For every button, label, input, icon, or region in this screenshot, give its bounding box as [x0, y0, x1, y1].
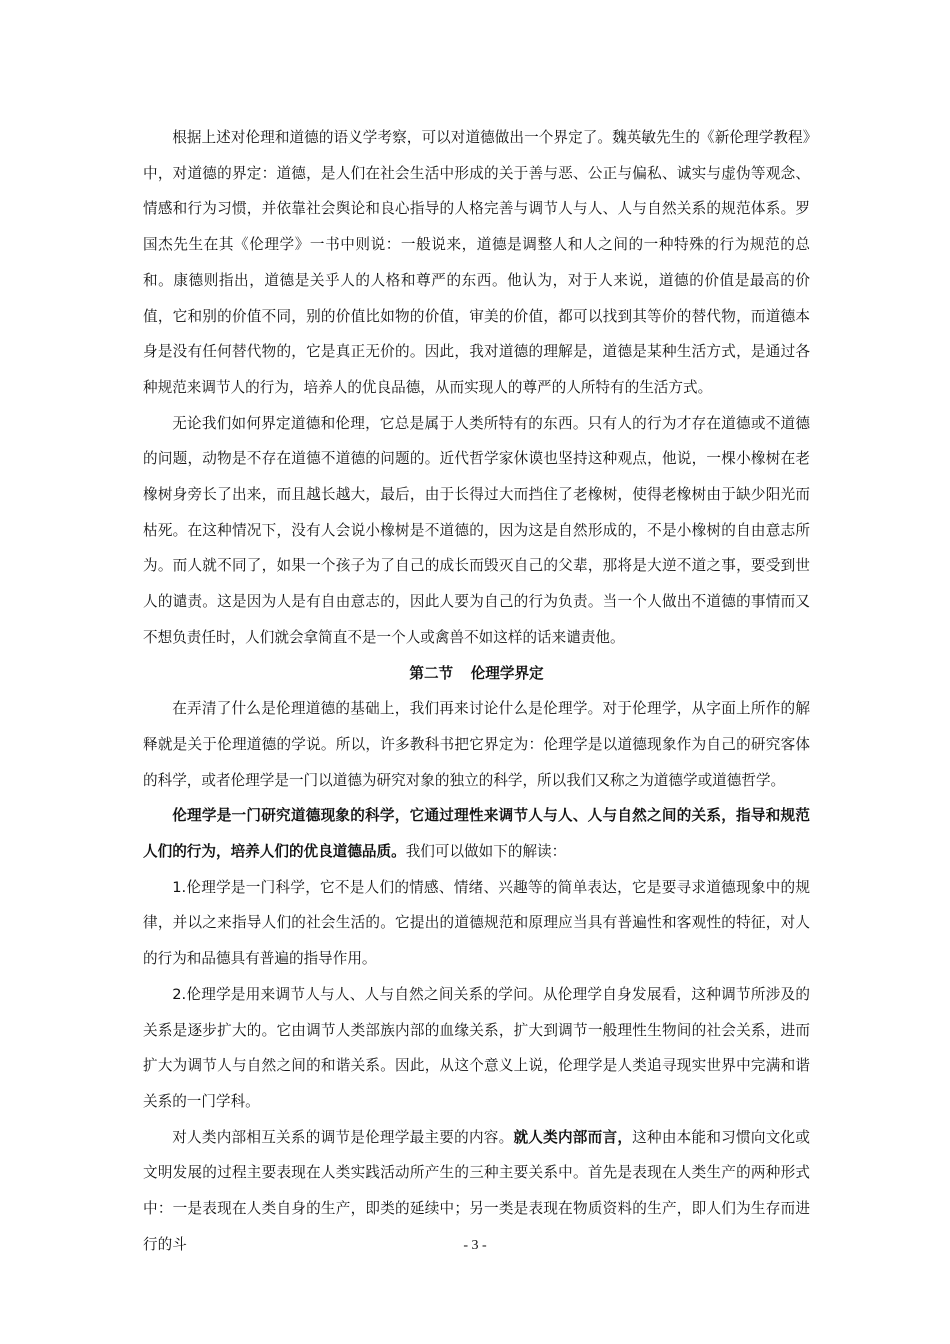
paragraph-human-specific: 无论我们如何界定道德和伦理，它总是属于人类所特有的东西。只有人的行为才存在道德或不道德的问题，动物是不存在道德不道德的问题的。近代哲学家休谟也坚持这种观点，他说，一棵小橡树在老橡树身旁长了出来，而且越长越大，最后，由于长得过大而挡住了老橡树，使得老橡树由于缺少阳光而枯死。在这种情况下，没有人会说小橡树是不道德的，因为这是自然形成的，不是小橡树的自由意志所为。而人就不同了，如果一个孩子为了自己的成长而毁灭自己的父辈，那将是大逆不道之事，要受到世人的谴责。这是因为人是有自由意志的，因此人要为自己的行为负责。当一个人做出不道德的事情而又不想负责任时，人们就会拿简直不是一个人或禽兽不如这样的话来谴责他。	[143, 414, 810, 646]
page-number: - 3 -	[463, 1238, 487, 1253]
section-number: 第二节	[409, 664, 454, 682]
paragraph-ethics-definition	[143, 798, 810, 869]
relations-text-b: 这种由本能和习惯向文化或文明发展的过程主要表现在人类实践活动所产生的三种主要关系中。首先是表现在人类生产的两种形式中：一是表现在人类自身的生产，即类的延续中；另一类是表现在物质资料的生产，即人们为生存而进行的斗	[143, 1128, 810, 1253]
document-body	[143, 120, 810, 1263]
paragraph-ethics-intro: 在弄清了什么是伦理道德的基础上，我们再来讨论什么是伦理学。对于伦理学，从字面上所作的解释就是关于伦理道德的学说。所以，许多教科书把它界定为：伦理学是以道德现象作为自己的研究客体的科学，或者伦理学是一门以道德为研究对象的独立的科学，所以我们又称之为道德学或道德哲学。	[143, 700, 810, 789]
relations-text-a: 对人类内部相互关系的调节是伦理学最主要的内容。	[172, 1128, 514, 1146]
definition-bold-text: 伦理学是一门研究道德现象的科学，它通过理性来调节人与人、人与自然之间的关系，指导和规范人们的行为，培养人们的优良道德品质。	[143, 807, 810, 861]
paragraph-morality-definition: 根据上述对伦理和道德的语义学考察，可以对道德做出一个界定了。魏英敏先生的《新伦理学教程》中，对道德的界定：道德，是人们在社会生活中形成的关于善与恶、公正与偏私、诚实与虚伪等观念、情感和行为习惯，并依靠社会舆论和良心指导的人格完善与调节人与人、人与自然关系的规范体系。罗国杰先生在其《伦理学》一书中则说：一般说来，道德是调整人和人之间的一种特殊的行为规范的总和。康德则指出，道德是关乎人的人格和尊严的东西。他认为，对于人来说，道德的价值是最高的价值，它和别的价值不同，别的价值比如物的价值，审美的价值，都可以找到其等价的替代物，而道德本身是没有任何替代物的，它是真正无价的。因此，我对道德的理解是，道德是某种生活方式，是通过各种规范来调节人的行为，培养人的优良品德，从而实现人的尊严的人所特有的生活方式。	[143, 129, 810, 396]
paragraph-point-1: 1.伦理学是一门科学，它不是人们的情感、情绪、兴趣等的简单表达，它是要寻求道德现象中的规律，并以之来指导人们的社会生活的。它提出的道德规范和原理应当具有普遍性和客观性的特征，对人的行为和品德具有普遍的指导作用。	[143, 878, 810, 968]
paragraph-point-2: 2.伦理学是用来调节人与人、人与自然之间关系的学问。从伦理学自身发展看，这种调节所涉及的关系是逐步扩大的。它由调节人类部族内部的血缘关系，扩大到调节一般理性生物间的社会关系，进而扩大为调节人与自然之间的和谐关系。因此，从这个意义上说，伦理学是人类追寻现实世界中完满和谐关系的一门学科。	[143, 985, 810, 1110]
section-heading	[143, 656, 810, 692]
relations-bold-text: 就人类内部而言，	[513, 1128, 633, 1146]
definition-rest-text: 我们可以做如下的解读：	[405, 843, 567, 861]
section-title: 伦理学界定	[470, 664, 544, 682]
